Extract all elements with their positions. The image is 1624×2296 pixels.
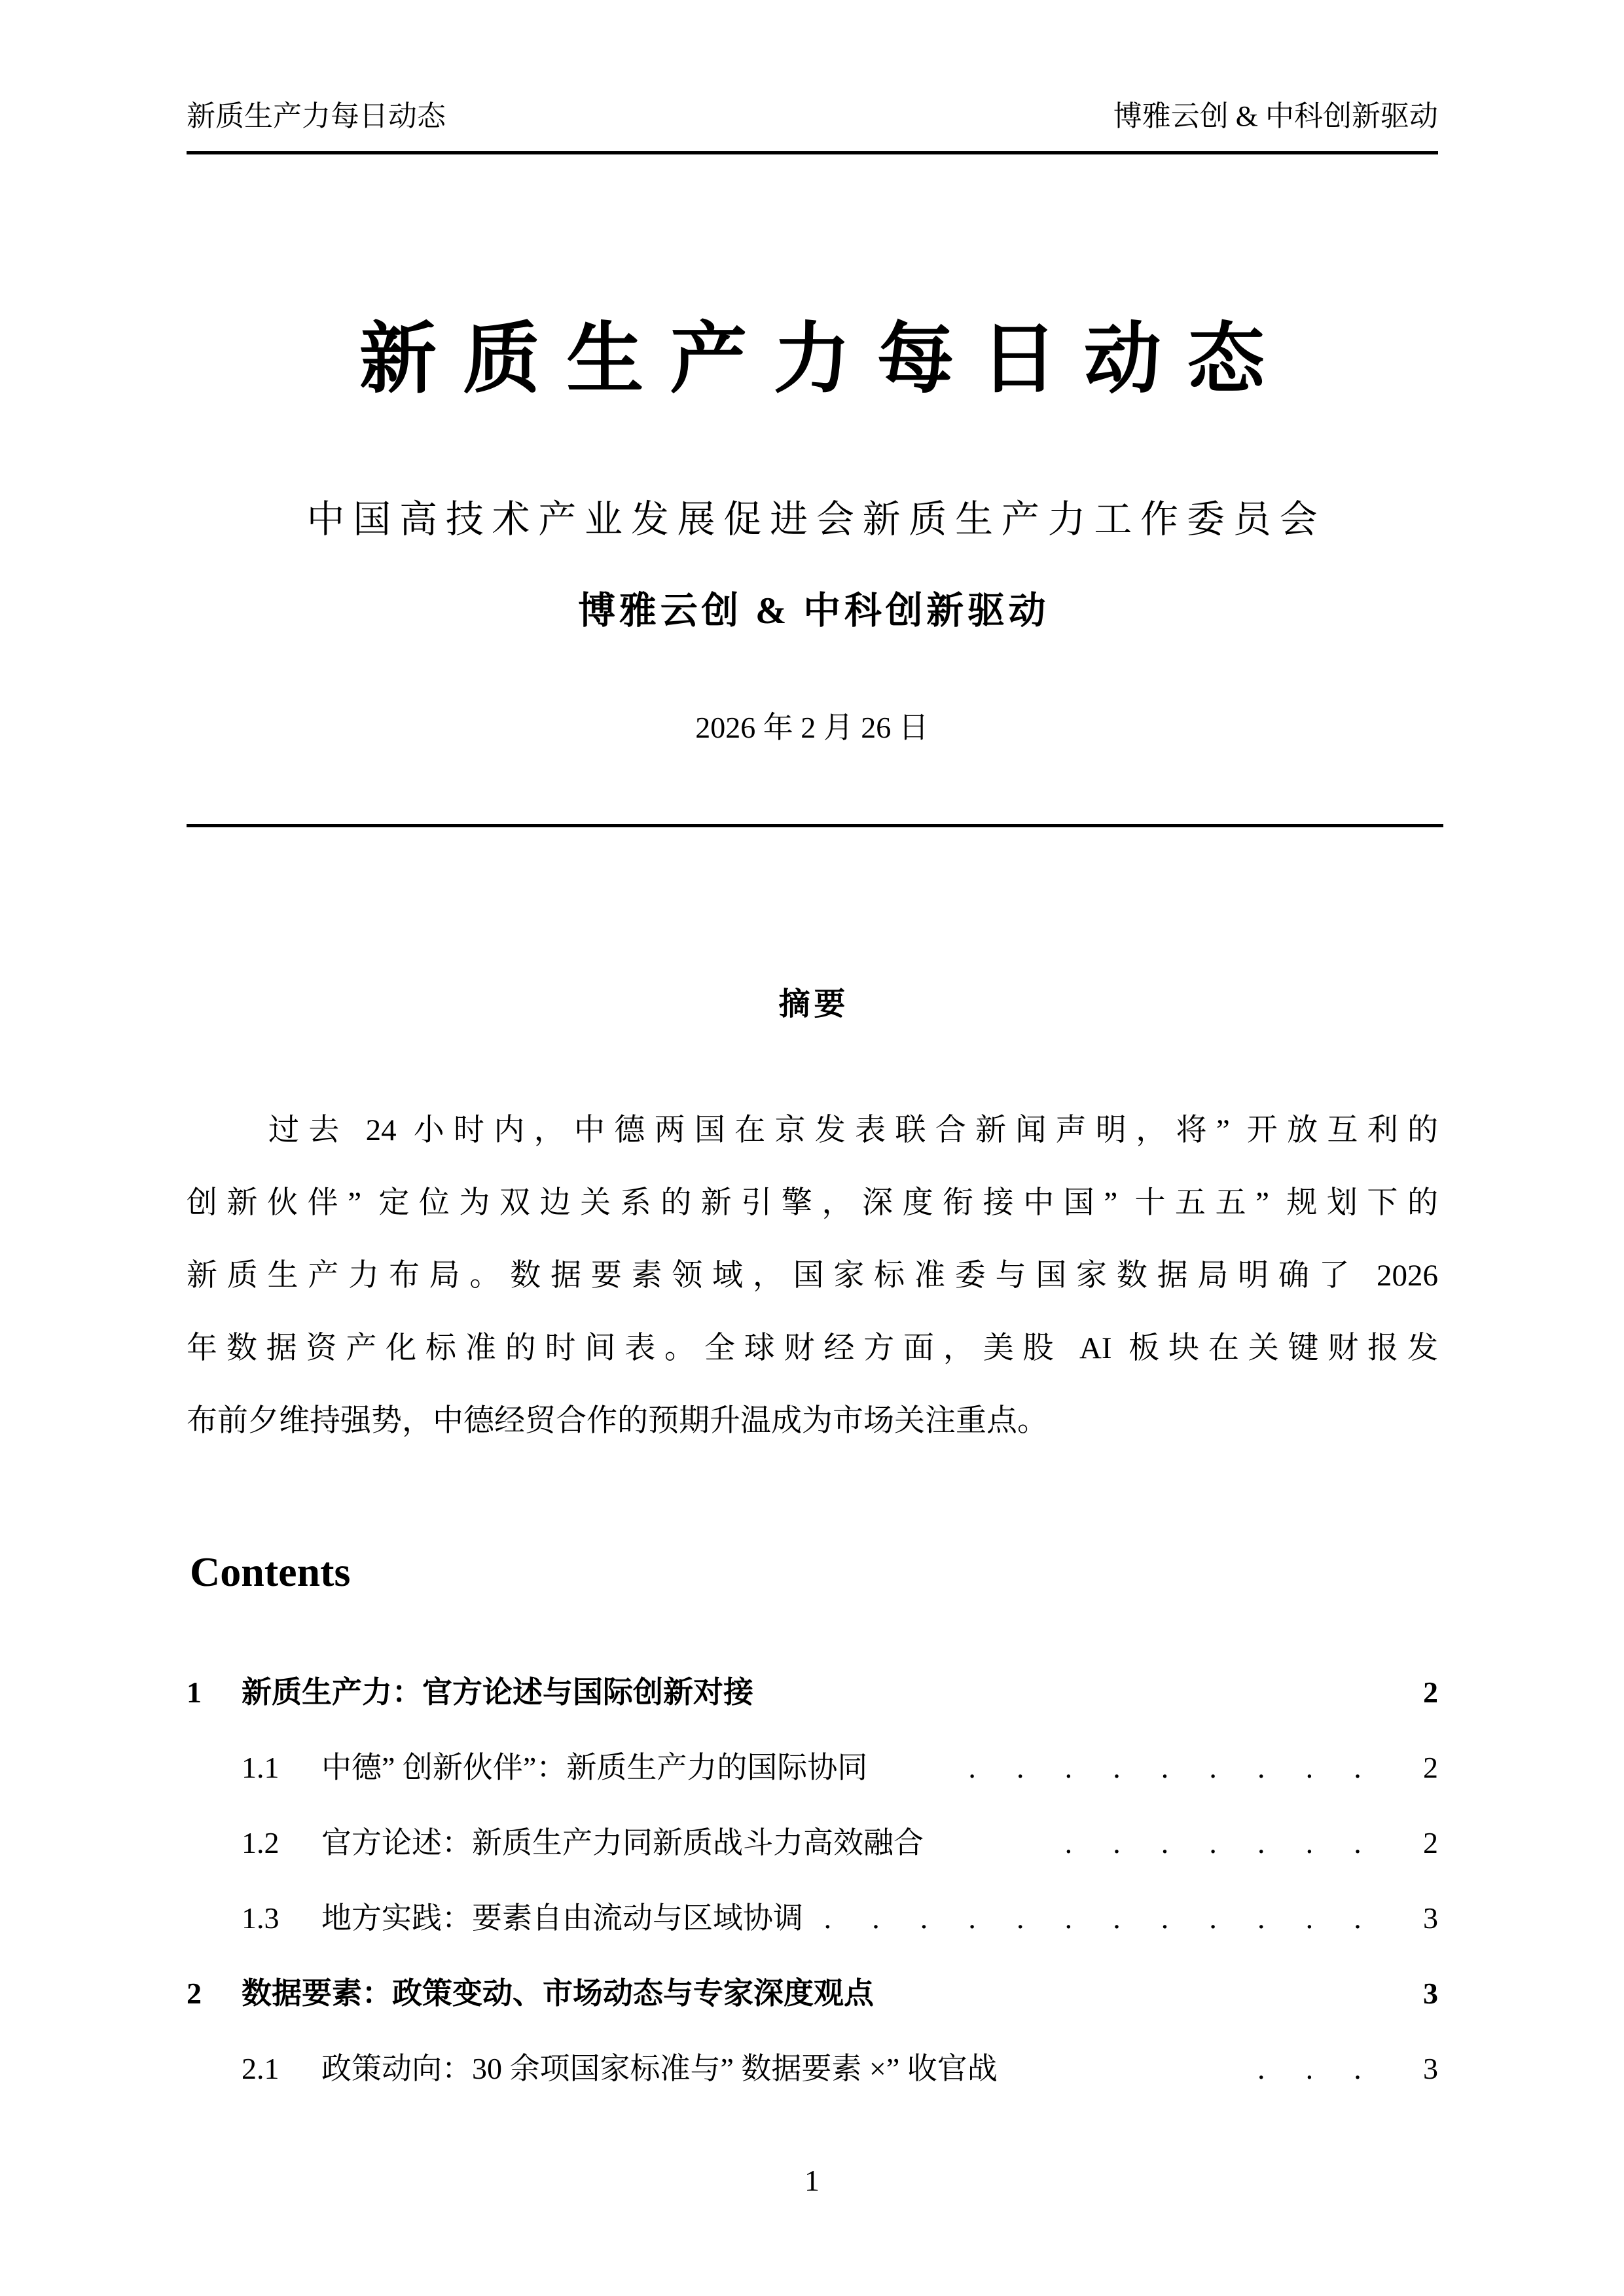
header-rule bbox=[187, 151, 1438, 154]
document-date: 2026 年 2 月 26 日 bbox=[695, 711, 929, 744]
document-title: 新质生产力每日动态 bbox=[359, 317, 1291, 403]
document-subtitle: 中国高技术产业发展促进会新质生产力工作委员会 bbox=[306, 498, 1326, 541]
contents-heading: Contents bbox=[190, 1549, 351, 1595]
toc-entry-title: 中德” 创新伙伴”：新质生产力的国际协同 bbox=[321, 1751, 868, 1784]
toc-entry-page: 3 bbox=[1423, 1901, 1438, 1935]
toc-entry-subsection-1-3[interactable] bbox=[187, 1880, 1438, 1956]
toc-entry-number: 2 bbox=[187, 1977, 202, 2010]
toc-entry-page: 2 bbox=[1423, 1751, 1438, 1784]
toc-entry-title: 政策动向：30 余项国家标准与” 数据要素 ×” 收官战 bbox=[321, 2052, 998, 2085]
abstract-heading: 摘要 bbox=[778, 987, 850, 1022]
abstract-paragraph bbox=[187, 1094, 1438, 1458]
abstract-line: 布前夕维持强势，中德经贸合作的预期升温成为市场关注重点。 bbox=[187, 1404, 1048, 1438]
running-header-right: 博雅云创 & 中科创新驱动 bbox=[1113, 100, 1438, 132]
abstract-line: 创新伙伴” 定位为双边关系的新引擎，深度衔接中国” 十五五” 规划下的 bbox=[187, 1186, 1438, 1220]
document-authors: 博雅云创 & 中科创新驱动 bbox=[578, 590, 1050, 632]
toc-entry-subsection-1-2[interactable] bbox=[187, 1805, 1438, 1880]
title-rule bbox=[187, 824, 1443, 827]
toc-entry-page: 3 bbox=[1423, 1977, 1438, 2010]
abstract-line: 新质生产力布局。数据要素领域，国家标准委与国家数据局明确了 2026 bbox=[187, 1259, 1438, 1293]
toc-entry-title: 新质生产力：官方论述与国际创新对接 bbox=[242, 1676, 753, 1709]
page-number: 1 bbox=[804, 2164, 820, 2197]
toc-entry-number: 1.1 bbox=[242, 1751, 280, 1784]
toc-entry-section-1[interactable] bbox=[187, 1655, 1438, 1730]
table-of-contents bbox=[187, 1655, 1438, 2106]
running-header-left: 新质生产力每日动态 bbox=[187, 100, 446, 132]
abstract-line: 过去 24 小时内，中德两国在京发表联合新闻声明，将” 开放互利的 bbox=[268, 1113, 1438, 1147]
toc-entry-section-2[interactable] bbox=[187, 1956, 1438, 2031]
toc-entry-title: 数据要素：政策变动、市场动态与专家深度观点 bbox=[242, 1977, 874, 2010]
toc-entry-subsection-1-1[interactable] bbox=[187, 1730, 1438, 1805]
toc-leader-dots: . . . . . . . bbox=[1064, 1826, 1378, 1859]
running-header bbox=[187, 97, 1438, 136]
toc-entry-number: 1.3 bbox=[242, 1901, 280, 1935]
toc-entry-number: 1 bbox=[187, 1676, 202, 1709]
toc-entry-title: 官方论述：新质生产力同新质战斗力高效融合 bbox=[321, 1826, 924, 1859]
toc-leader-dots: . . . . . . . . . bbox=[968, 1751, 1378, 1784]
toc-entry-title: 地方实践：要素自由流动与区域协调 bbox=[321, 1901, 803, 1935]
toc-leader-dots: . . . . . . . . . . . . bbox=[823, 1901, 1378, 1935]
toc-entry-page: 2 bbox=[1423, 1676, 1438, 1709]
abstract-line: 年数据资产化标准的时间表。全球财经方面，美股 AI 板块在关键财报发 bbox=[187, 1331, 1438, 1365]
toc-entry-subsection-2-1[interactable] bbox=[187, 2031, 1438, 2106]
toc-leader-dots: . . . bbox=[1257, 2052, 1378, 2085]
toc-entry-number: 1.2 bbox=[242, 1826, 280, 1859]
toc-entry-page: 2 bbox=[1423, 1826, 1438, 1859]
toc-entry-page: 3 bbox=[1423, 2052, 1438, 2085]
toc-entry-number: 2.1 bbox=[242, 2052, 280, 2085]
